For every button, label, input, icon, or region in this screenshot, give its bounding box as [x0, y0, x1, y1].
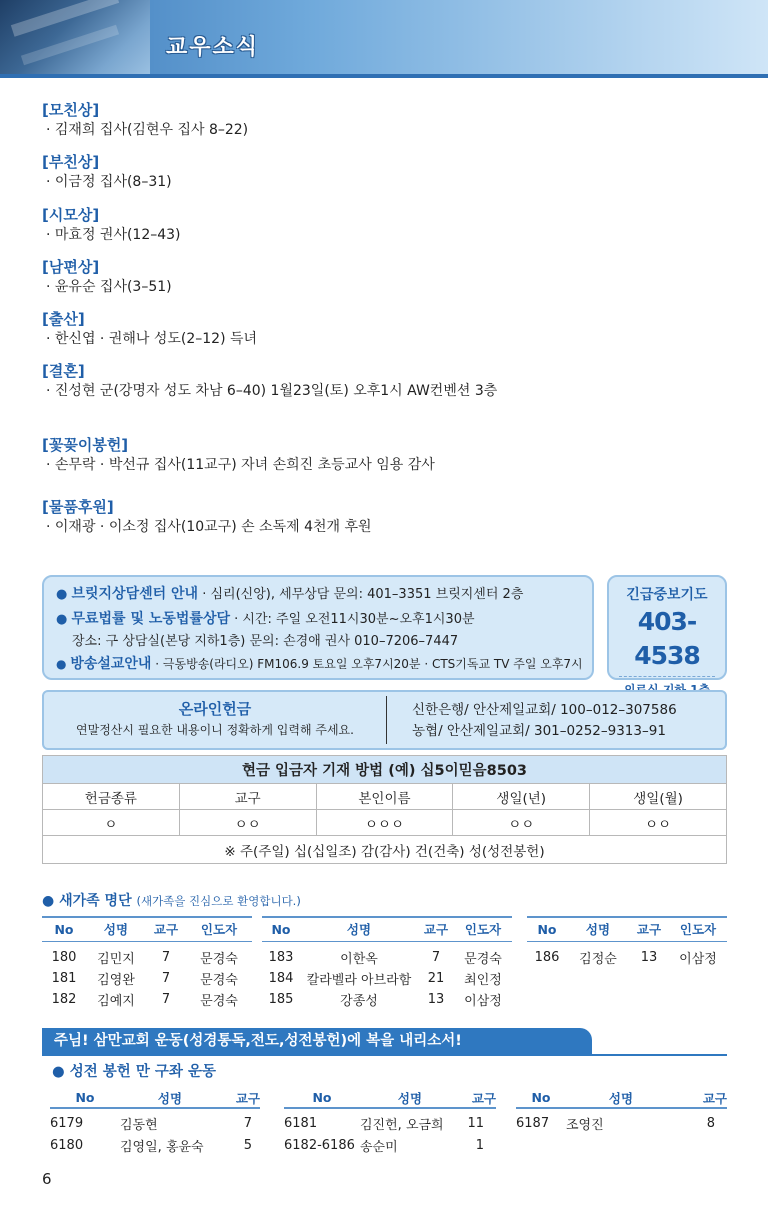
info-text: · 시간: 주일 오전11시30분~오후1시30분	[230, 612, 475, 627]
bank-account: 농협/ 안산제일교회/ 301–0252–9313–91	[412, 723, 666, 739]
online-offering-title: 온라인헌금	[178, 700, 252, 718]
news-section	[42, 257, 172, 297]
section-heading: [결혼]	[42, 362, 85, 380]
prayer-title: 긴급중보기도	[626, 587, 708, 603]
newcomers-subtitle: (새가족을 진심으로 환영합니다.)	[136, 894, 301, 908]
table-header-row	[262, 917, 512, 941]
section-heading: [시모상]	[42, 206, 100, 224]
newcomers-table	[262, 916, 512, 1010]
info-text: · 심리(신앙), 세무상담 문의: 401–3351 브릿지센터 2층	[198, 587, 524, 602]
bible-offering-title: 성전 봉헌 만 구좌 운동	[69, 1064, 216, 1080]
table-cell: 11	[467, 1116, 484, 1131]
table-row	[42, 989, 252, 1010]
table-cell: 문경숙	[464, 952, 502, 968]
table-row	[262, 968, 512, 989]
table-cell: 김진헌, 오금희	[360, 1118, 444, 1133]
offering-table	[284, 1088, 496, 1156]
table-header-row	[284, 1088, 496, 1108]
newcomers-title: 새가족 명단	[59, 893, 132, 909]
table-cell: 13	[427, 992, 445, 1007]
column-header: 인도자	[186, 917, 252, 941]
table-cell: 이한옥	[340, 952, 378, 968]
news-section	[42, 435, 435, 475]
info-box	[42, 575, 594, 680]
section-text: · 윤유순 집사(3–51)	[46, 279, 172, 295]
table-cell: 186	[534, 950, 560, 966]
table-cell: 21	[427, 971, 445, 986]
table-cell: 183	[268, 950, 294, 966]
column-header: 성명	[120, 1088, 220, 1108]
news-section	[42, 309, 257, 349]
table-cell: 185	[268, 992, 294, 1007]
column-header: 성명	[567, 917, 629, 941]
table-cell: 8	[706, 1116, 715, 1131]
table-row	[527, 941, 727, 968]
table-cell: ㅇㅇ	[453, 810, 590, 836]
table-row	[43, 810, 727, 836]
table-cell: 강종성	[340, 994, 378, 1009]
column-header: 교구	[146, 917, 186, 941]
table-cell: 180	[51, 950, 77, 966]
table-cell: 김영완	[97, 973, 135, 988]
table-cell: 7	[431, 950, 441, 966]
table-cell: ㅇㅇㅇ	[316, 810, 453, 836]
column-header: No	[516, 1088, 566, 1108]
section-text: · 이금정 집사(8–31)	[46, 174, 172, 190]
column-header: 교구	[460, 1088, 496, 1108]
column-header: No	[50, 1088, 120, 1108]
table-cell: ㅇㅇ	[590, 810, 727, 836]
table-row	[284, 1108, 496, 1134]
divider	[42, 1054, 727, 1056]
table-cell: 6180	[50, 1137, 84, 1153]
section-text: · 이재광 · 이소정 집사(10교구) 손 소독제 4천개 후원	[46, 519, 372, 535]
table-header-row	[527, 917, 727, 941]
table-cell: 6187	[516, 1116, 550, 1131]
table-cell: 김동현	[120, 1118, 158, 1133]
section-heading: [꽃꽂이봉헌]	[42, 436, 129, 454]
newcomers-table	[42, 916, 252, 1010]
table-cell: 181	[51, 971, 77, 986]
table-cell: ㅇㅇ	[179, 810, 316, 836]
table-cell: 7	[161, 971, 171, 986]
column-header: No	[527, 917, 567, 941]
table-cell: 문경숙	[200, 973, 238, 988]
table-cell: 1	[475, 1137, 484, 1153]
column-header: 성명	[360, 1088, 460, 1108]
table-cell: 송순미	[360, 1139, 398, 1155]
column-header: No	[284, 1088, 360, 1108]
table-cell: 김정순	[579, 952, 617, 968]
online-offering-left	[44, 692, 386, 748]
section-heading: [물품후원]	[42, 498, 114, 516]
news-section	[42, 152, 172, 192]
header-photo	[0, 0, 150, 78]
table-cell: 7	[161, 992, 171, 1007]
section-heading: [부친상]	[42, 153, 100, 171]
news-section	[42, 361, 497, 401]
column-header: 성명	[86, 917, 146, 941]
header-rule	[0, 74, 768, 78]
table-header-row	[516, 1088, 727, 1108]
page-title: 교우소식	[166, 35, 260, 60]
online-offering-note: 연말정산시 필요한 내용이니 정확하게 입력해 주세요.	[76, 723, 354, 737]
cash-legend: ※ 주(주일) 십(십일조) 감(감사) 건(건축) 성(성전봉헌)	[43, 836, 727, 864]
info-text: 장소: 구 상담실(본당 지하1층) 문의: 손경애 권사 010–7206–7447	[72, 634, 459, 649]
table-row	[43, 784, 727, 810]
column-header: No	[42, 917, 86, 941]
section-text: · 한신엽 · 권해나 성도(2–12) 득녀	[46, 331, 258, 347]
table-cell: 김영일, 홍윤숙	[120, 1139, 204, 1155]
cash-table-title: 현금 입금자 기재 방법 (예) 십5이믿음8503	[43, 756, 727, 784]
table-cell: 이삼정	[464, 994, 502, 1009]
table-row	[262, 989, 512, 1010]
table-row	[262, 941, 512, 968]
divider	[619, 676, 715, 677]
table-cell: 6181	[284, 1116, 318, 1131]
bullet-icon: ●	[56, 587, 68, 602]
column-header: 교구	[220, 1088, 260, 1108]
news-section	[42, 497, 372, 537]
table-cell: 칼라벨라 아브라함	[306, 973, 412, 988]
prayer-box	[607, 575, 727, 680]
table-cell: 문경숙	[200, 994, 238, 1009]
table-row	[284, 1134, 496, 1156]
table-cell: 6182-6186	[284, 1137, 355, 1153]
info-title: 방송설교안내	[70, 656, 152, 672]
column-header: 본인이름	[316, 784, 453, 810]
bullet-icon: ●	[56, 657, 67, 671]
bible-offering-heading	[52, 1060, 216, 1081]
bullet-icon: ●	[52, 1064, 65, 1080]
cash-method-table	[42, 755, 727, 864]
table-row	[50, 1134, 260, 1156]
section-text: · 진성현 군(강명자 성도 차남 6–40) 1월23일(토) 오후1시 AW컨벤션 3층	[46, 383, 498, 399]
table-row	[516, 1108, 727, 1134]
info-line	[56, 607, 580, 632]
offering-table	[516, 1088, 727, 1134]
table-cell: 김민지	[97, 952, 135, 968]
column-header: 성명	[300, 917, 418, 941]
table-cell: 7	[161, 950, 171, 966]
bullet-icon: ●	[42, 893, 55, 909]
column-header: 교구	[418, 917, 454, 941]
divider	[386, 696, 387, 744]
table-header-row	[43, 756, 727, 784]
table-cell: 184	[268, 971, 294, 986]
column-header: 교구	[629, 917, 669, 941]
news-section	[42, 205, 181, 245]
info-title: 무료법률 및 노동법률상담	[71, 611, 230, 627]
table-cell: 7	[243, 1116, 252, 1131]
bank-account: 신한은행/ 안산제일교회/ 100–012–307586	[412, 702, 677, 718]
newcomers-heading	[42, 890, 301, 910]
table-cell: 김예지	[97, 994, 135, 1009]
section-text: · 마효정 권사(12–43)	[46, 227, 181, 243]
info-line	[56, 582, 580, 607]
table-cell: ㅇ	[43, 810, 180, 836]
section-heading: [남편상]	[42, 258, 100, 276]
info-title: 브릿지상담센터 안내	[71, 586, 199, 602]
column-header: 인도자	[669, 917, 727, 941]
table-row	[50, 1108, 260, 1134]
campaign-banner: 주님! 삼만교회 운동(성경통독,전도,성전봉헌)에 복을 내리소서!	[42, 1028, 592, 1055]
info-text: · 극동방송(라디오) FM106.9 토요일 오후7시20분 · CTS기독교 TV 주일 오후7시	[151, 657, 583, 671]
offering-table	[50, 1088, 260, 1156]
header-banner	[0, 0, 768, 78]
column-header: 생일(년)	[453, 784, 590, 810]
bullet-icon: ●	[56, 612, 68, 627]
prayer-phone: 403-4538	[634, 607, 700, 670]
section-text: · 손무락 · 박선규 집사(11교구) 자녀 손희진 초등교사 임용 감사	[46, 457, 435, 473]
column-header: 헌금종류	[43, 784, 180, 810]
column-header: 교구	[179, 784, 316, 810]
table-cell: 최인정	[464, 973, 502, 988]
table-header-row	[50, 1088, 260, 1108]
column-header: 인도자	[454, 917, 512, 941]
bank-accounts	[412, 700, 677, 742]
column-header: No	[262, 917, 300, 941]
info-line	[56, 632, 580, 652]
table-row	[42, 941, 252, 968]
info-line	[56, 652, 583, 676]
table-row	[42, 968, 252, 989]
column-header: 교구	[676, 1088, 727, 1108]
section-text: · 김재희 집사(김현우 집사 8–22)	[46, 122, 249, 138]
page-number: 6	[42, 1170, 52, 1188]
table-cell: 13	[640, 950, 658, 966]
table-cell: 이삼정	[679, 952, 717, 968]
news-section	[42, 100, 248, 140]
table-cell: 6179	[50, 1116, 84, 1131]
table-cell: 182	[51, 992, 77, 1007]
table-cell: 조영진	[566, 1118, 604, 1133]
column-header: 생일(월)	[590, 784, 727, 810]
column-header: 성명	[566, 1088, 676, 1108]
section-heading: [모친상]	[42, 101, 100, 119]
table-header-row	[42, 917, 252, 941]
online-offering-box	[42, 690, 727, 750]
newcomers-table	[527, 916, 727, 968]
table-cell: 5	[243, 1137, 252, 1153]
table-cell: 문경숙	[200, 952, 238, 968]
section-heading: [출산]	[42, 310, 85, 328]
table-row	[43, 836, 727, 864]
